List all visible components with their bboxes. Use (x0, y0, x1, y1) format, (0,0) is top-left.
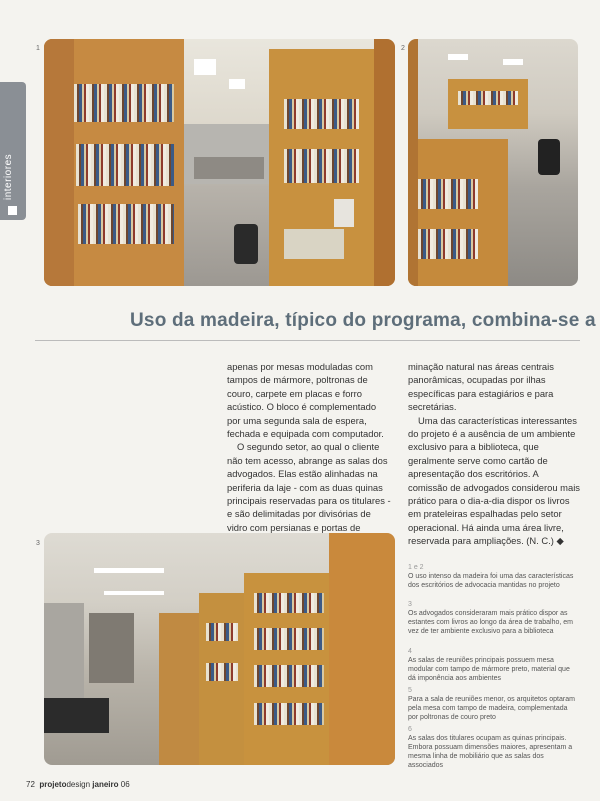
body-column-1 (227, 360, 391, 561)
headline-rule (35, 340, 580, 341)
section-tab-square-icon (8, 206, 17, 215)
caption-number: 5 (408, 687, 412, 694)
caption-text: As salas dos titulares ocupam as quinas principais. Embora possuam dimensões maiores, apresentam a mesma linha de mobiliário que as salas dos associados (408, 735, 573, 769)
body-paragraph: minação natural nas áreas centrais panorâmicas, ocupadas por ilhas específicas para estagiários e para secretárias. (408, 361, 554, 413)
caption-4 (408, 647, 578, 683)
caption-number: 3 (408, 601, 412, 608)
headline: Uso da madeira, típico do programa, combina-se a (130, 310, 596, 331)
photo-3-library-stacks (44, 533, 395, 765)
caption-number: 1 e 2 (408, 564, 424, 571)
photo-2-office-shelves (408, 39, 578, 286)
footer-brand-rest: design (66, 780, 91, 789)
body-column-2 (408, 360, 580, 548)
photo-1-number: 1 (36, 45, 40, 52)
caption-text: Os advogados consideraram mais prático dispor as estantes com livros ao longo da área de trabalho, em vez de ter ambiente exclusivo para a biblioteca (408, 610, 573, 635)
section-tab-label: interiores (3, 153, 14, 200)
section-tab (0, 82, 26, 220)
caption-5 (408, 686, 578, 722)
body-paragraph: O segundo setor, ao qual o cliente não tem acesso, abrange as salas dos advogados. Elas estão alinhadas na periferia da laje - com as duas quinas principais reservadas para os titulares - e são delimitadas por divisórias de vidro com persianas e portas de (227, 441, 391, 533)
body-paragraph: apenas por mesas moduladas com tampos de mármore, poltronas de couro, carpete em placas e forro acústico. O bloco é complementado por uma segunda sala de espera, fechada e equipada com computador. (227, 361, 384, 440)
caption-text: As salas de reuniões principais possuem mesa modular com tampo de mármore preto, material que dá imponência aos ambientes (408, 657, 570, 682)
footer-brand-bold: projeto (39, 780, 67, 789)
footer-issue-bold: janeiro (92, 780, 119, 789)
caption-number: 4 (408, 648, 412, 655)
footer-issue-rest: 06 (120, 780, 130, 789)
photo-2-number: 2 (401, 45, 405, 52)
body-paragraph: Uma das características interessantes do projeto é a ausência de um ambiente exclusivo para a biblioteca, que geralmente serve como cartão de apresentação dos escritórios. A comissão de advogados considerou mais prático para o dia-a-dia dispor os livros em prateleiras espalhadas pelo setor operacional. Há ainda uma área livre, reservada para ampliações. (N. C.) ◆ (408, 414, 580, 547)
caption-3 (408, 600, 578, 636)
caption-1-2 (408, 563, 578, 590)
caption-text: Para a sala de reuniões menor, os arquitetos optaram pela mesa com tampo de madeira, complementada por poltronas de couro preto (408, 696, 575, 721)
page-number: 72 (26, 780, 35, 789)
caption-text: O uso intenso da madeira foi uma das características dos escritórios de advocacia mantidas no projeto (408, 573, 574, 589)
page-footer (26, 780, 130, 789)
caption-number: 6 (408, 726, 412, 733)
photo-1-library-aisle (44, 39, 395, 286)
caption-6 (408, 725, 578, 770)
photo-3-number: 3 (36, 540, 40, 547)
